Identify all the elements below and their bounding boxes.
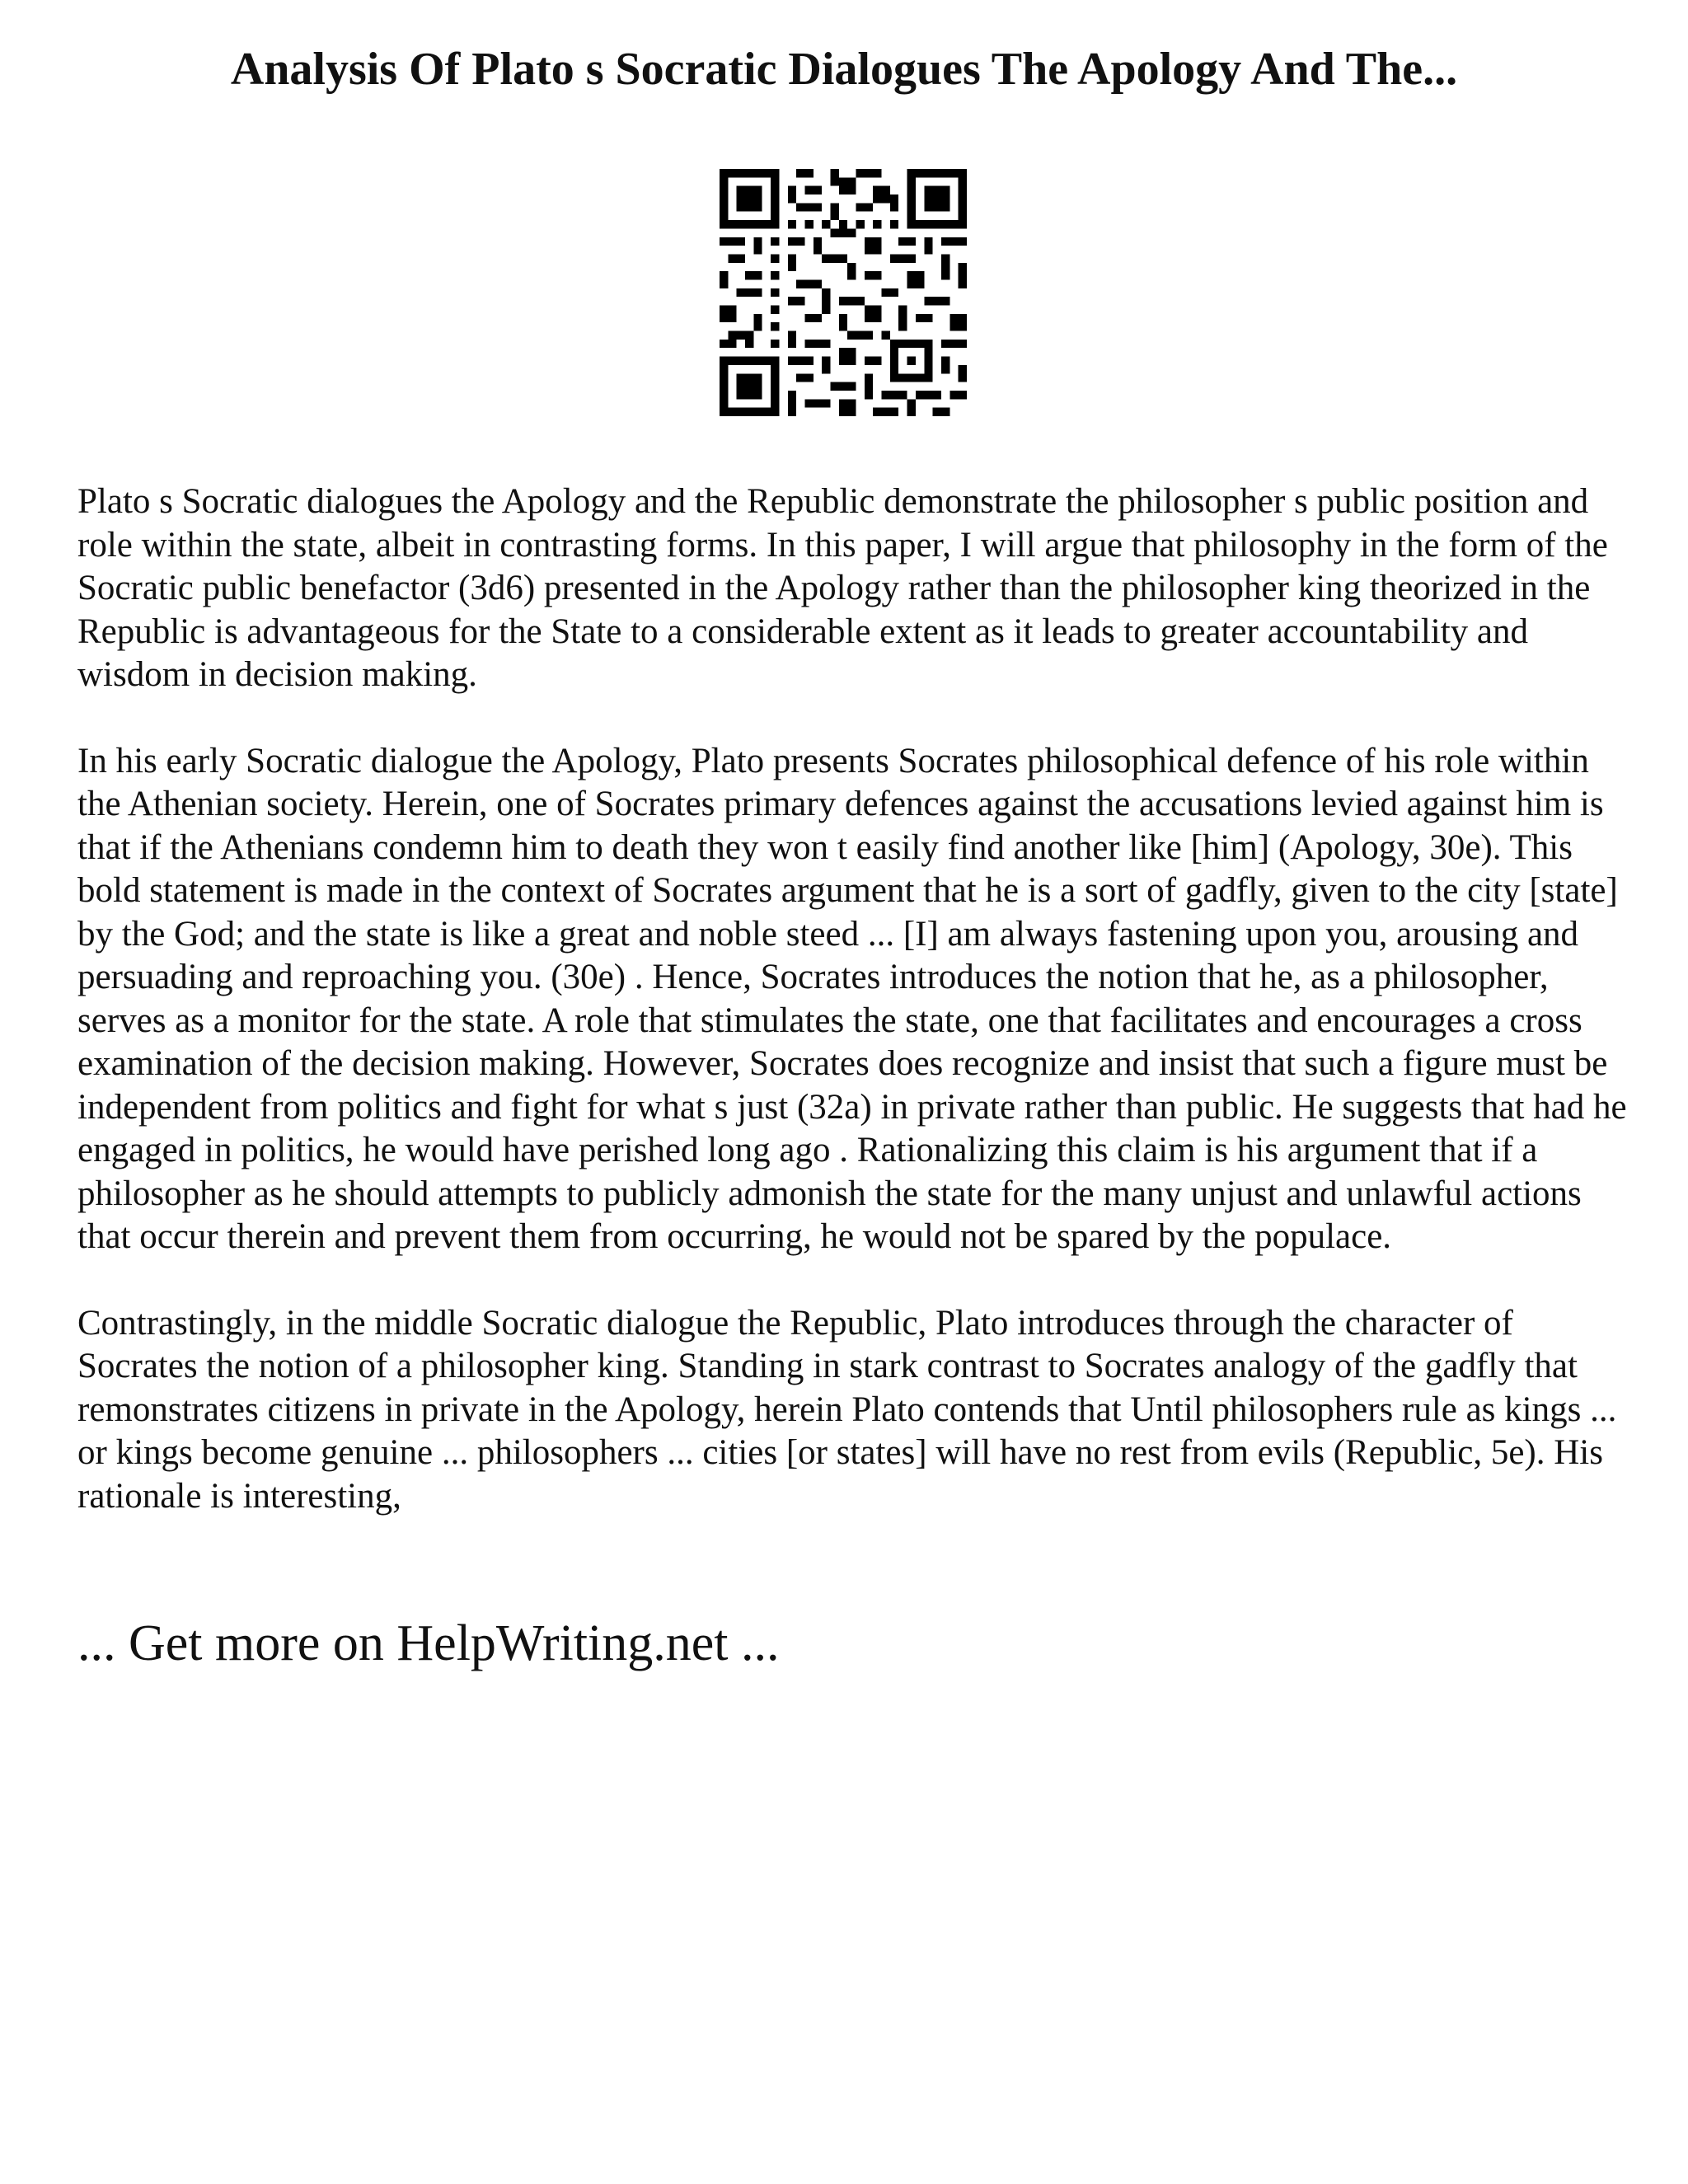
body-text	[77, 480, 1627, 1561]
paragraph-3: Contrastingly, in the middle Socratic dialogue the Republic, Plato introduces through the character of Socrates the notion of a philosopher king. Standing in stark contrast to Socrates analogy of the gadfly that remonstrates citizens in private in the Apology, herein Plato contends that Until philosophers rule as kings ... or kings become genuine ... philosophers ... cities [or states] will have no rest from evils (Republic, 5e). His rationale is interesting,	[77, 1303, 1617, 1516]
paragraph-1: Plato s Socratic dialogues the Apology and the Republic demonstrate the philosopher s public position and role within the state, albeit in contrasting forms. In this paper, I will argue that philosophy in the form of the Socratic public benefactor (3d6) presented in the Apology rather than the philosopher king theorized in the Republic is advantageous for the State to a considerable extent as it leads to greater accountability and wisdom in decision making.	[77, 482, 1608, 694]
get-more-link[interactable]: ... Get more on HelpWriting.net ...	[77, 1615, 780, 1671]
document-title: Analysis Of Plato s Socratic Dialogues The Apology And The...	[230, 44, 1458, 95]
paragraph-2: In his early Socratic dialogue the Apology, Plato presents Socrates philosophical defence of his role within the Athenian society. Herein, one of Socrates primary defences against the accusations levied against him is that if the Athenians condemn him to death they won t easily find another like [him] (Apology, 30e). This bold statement is made in the context of Socrates argument that he is a sort of gadfly, given to the city [state] by the God; and the state is like a great and noble steed ... [I] am always fastening upon you, arousing and persuading and reproaching you. (30e) . Hence, Socrates introduces the notion that he, as a philosopher, serves as a monitor for the state. A role that stimulates the state, one that facilitates and encourages a cross examination of the decision making. However, Socrates does recognize and insist that such a figure must be independent from politics and fight for what s just (32a) in private rather than public. He suggests that had he engaged in politics, he would have perished long ago . Rationalizing this claim is his argument that if a philosopher as he should attempts to publicly admonish the state for the many unjust and unlawful actions that occur therein and prevent them from occurring, he would not be spared by the populace.	[77, 741, 1627, 1256]
qr-code	[720, 169, 967, 416]
